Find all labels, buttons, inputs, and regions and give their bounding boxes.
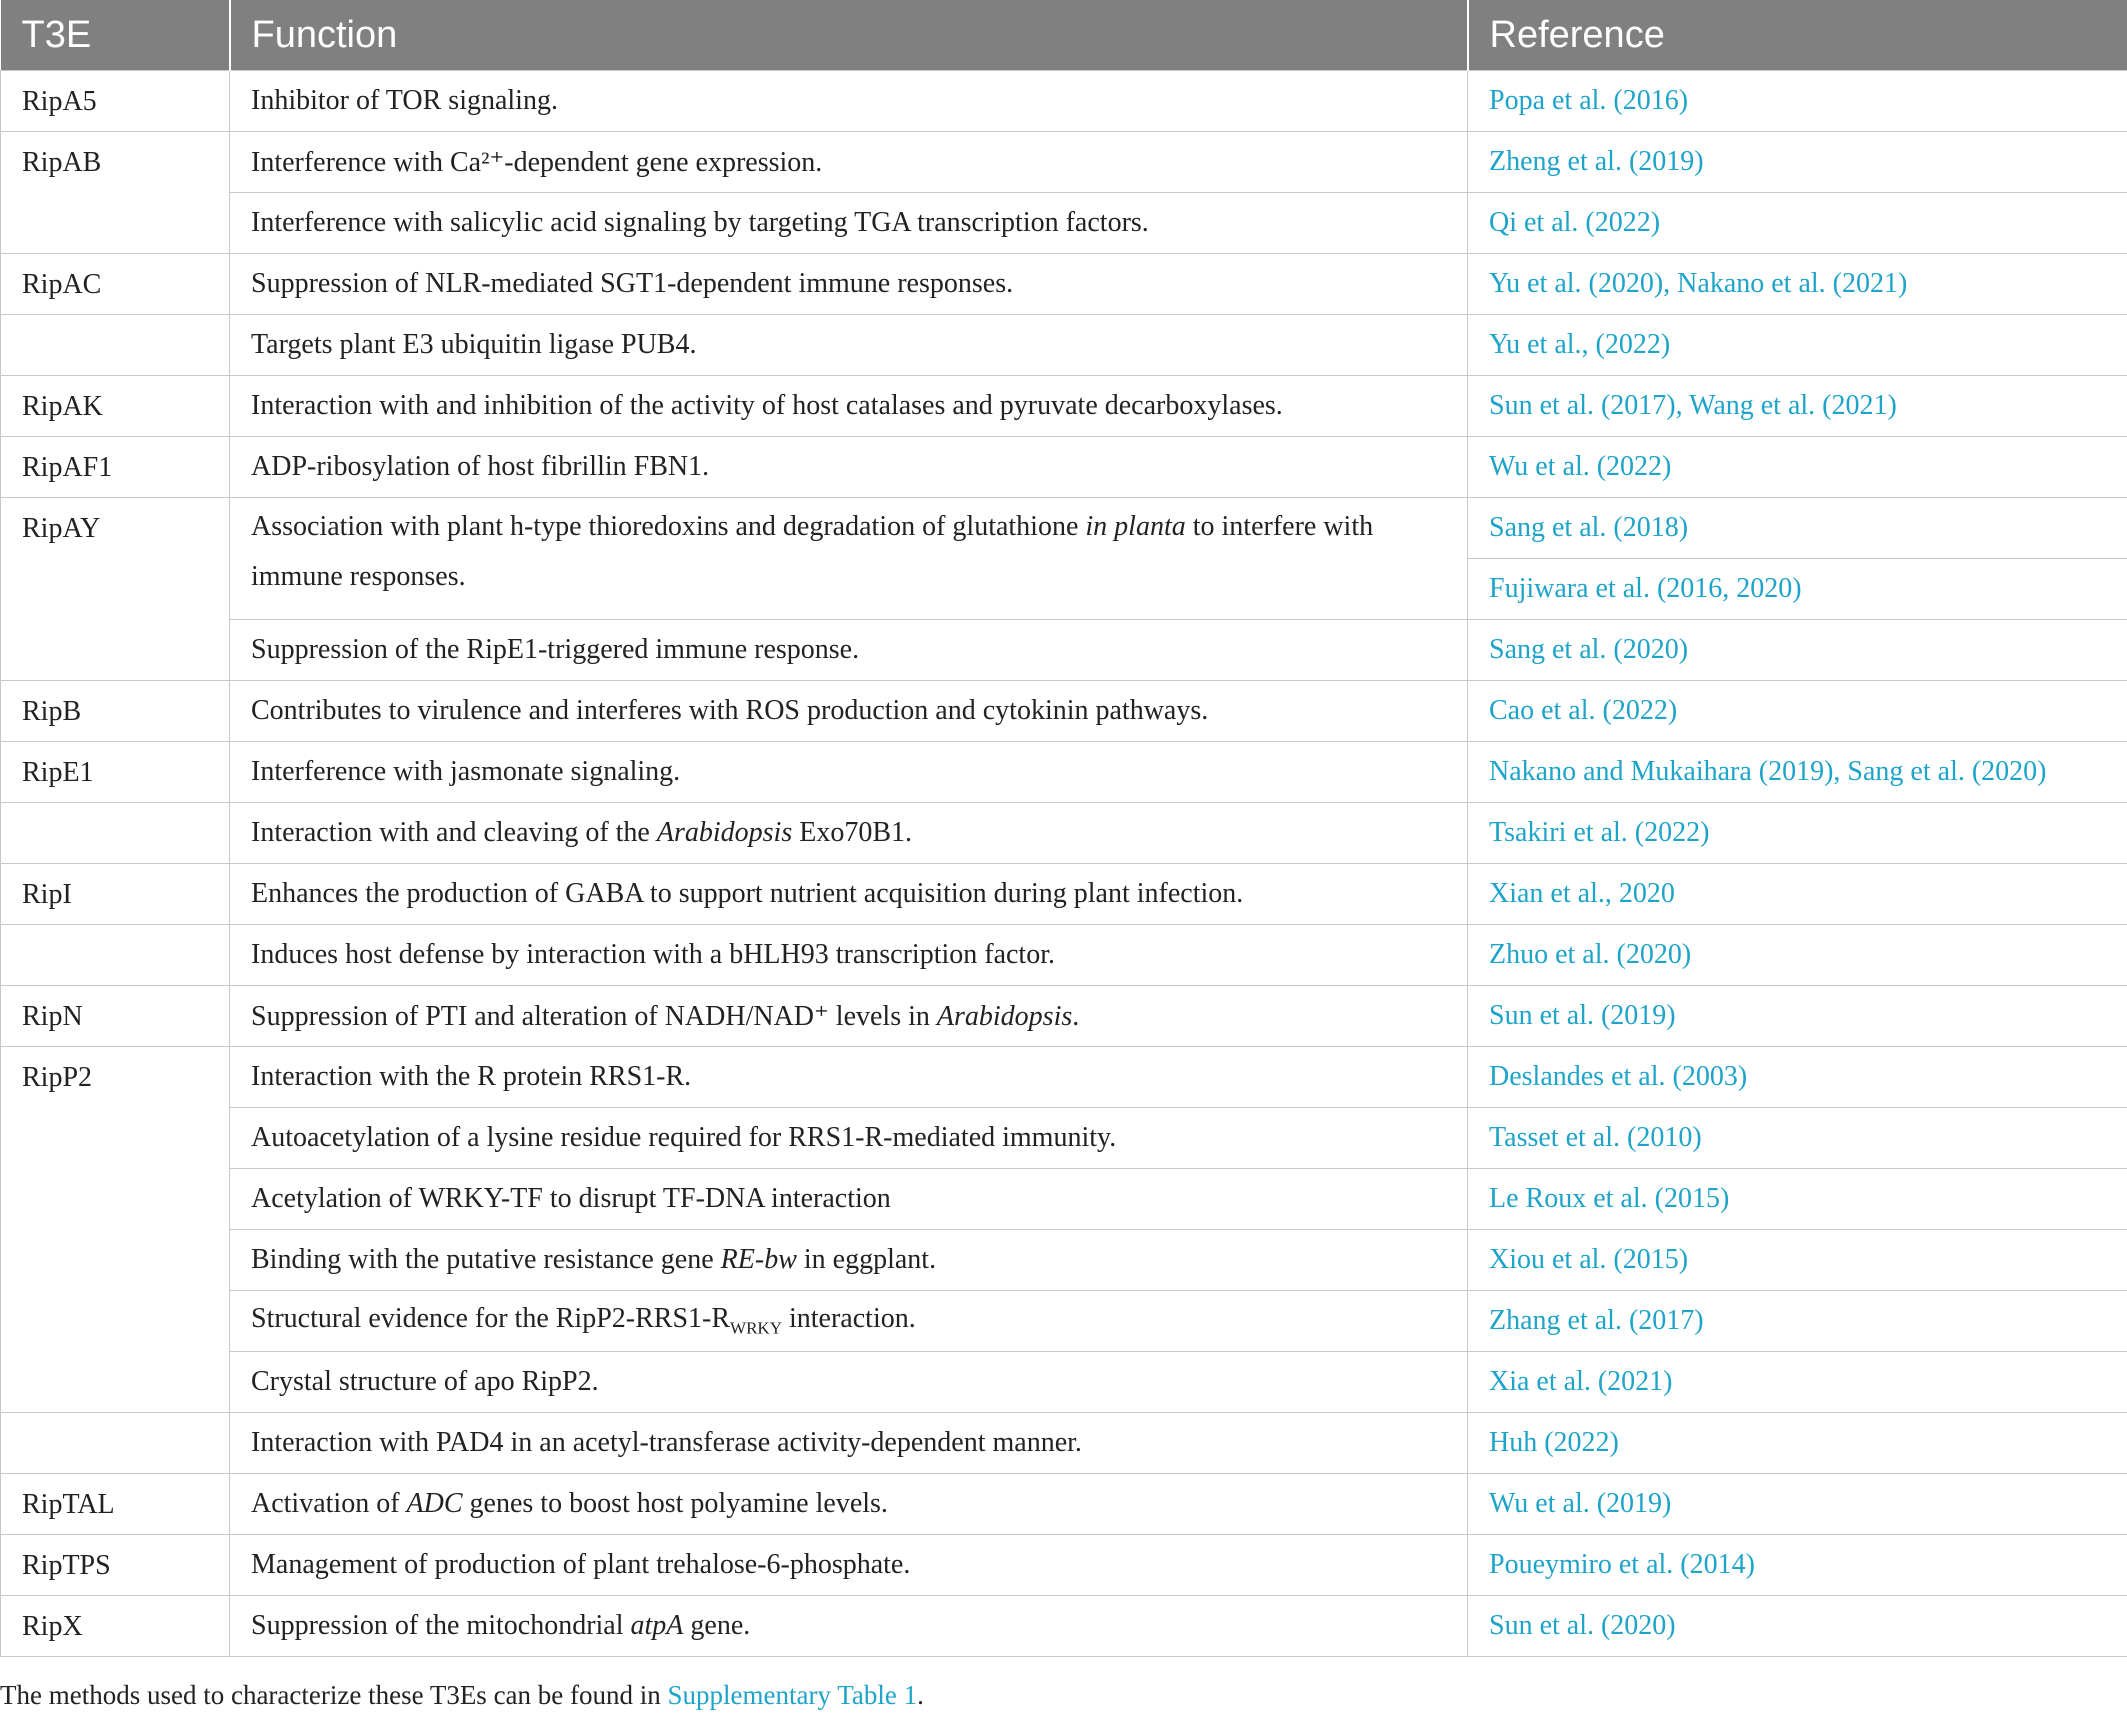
function-italic: Arabidopsis (936, 1001, 1073, 1032)
reference-link[interactable]: Le Roux et al. (2015) (1468, 1169, 2127, 1230)
function-cell: Interaction with PAD4 in an acetyl-transferase activity-dependent manner. (230, 1413, 1468, 1474)
reference-link[interactable]: Yu et al., (2022) (1468, 315, 2127, 376)
table-row (1, 925, 2127, 986)
table-row (1, 1230, 2127, 1291)
t3e-cell: RipE1 (1, 742, 230, 803)
table-row (1, 71, 2127, 132)
t3e-cell: RipAC (1, 254, 230, 315)
table-row (1, 1596, 2127, 1657)
footnote-end: . (917, 1680, 924, 1710)
function-cell: Suppression of NLR-mediated SGT1-dependent immune responses. (230, 254, 1468, 315)
function-text: Exo70B1. (792, 817, 912, 848)
function-cell: Enhances the production of GABA to support nutrient acquisition during plant infection. (230, 864, 1468, 925)
function-cell (230, 1474, 1468, 1535)
table-row (1, 803, 2127, 864)
function-cell (230, 1291, 1468, 1352)
header-reference: Reference (1468, 0, 2127, 71)
t3e-cell (1, 925, 230, 986)
table-row (1, 1291, 2127, 1352)
function-cell: Interference with jasmonate signaling. (230, 742, 1468, 803)
function-cell: Crystal structure of apo RipP2. (230, 1352, 1468, 1413)
table-row (1, 1108, 2127, 1169)
table-row (1, 864, 2127, 925)
table-row (1, 1474, 2127, 1535)
reference-link[interactable]: Wu et al. (2022) (1468, 437, 2127, 498)
table-row (1, 132, 2127, 193)
function-cell (230, 986, 1468, 1047)
reference-link[interactable]: Nakano and Mukaihara (2019), Sang et al. (2020) (1468, 742, 2127, 803)
t3e-cell: RipB (1, 681, 230, 742)
function-cell: Interaction with and inhibition of the activity of host catalases and pyruvate decarboxylases. (230, 376, 1468, 437)
function-cell: ADP-ribosylation of host fibrillin FBN1. (230, 437, 1468, 498)
function-cell (230, 498, 1468, 620)
reference-link[interactable]: Xia et al. (2021) (1468, 1352, 2127, 1413)
function-text: genes to boost host polyamine levels. (462, 1488, 888, 1519)
function-cell: Management of production of plant trehalose-6-phosphate. (230, 1535, 1468, 1596)
reference-link[interactable]: Cao et al. (2022) (1468, 681, 2127, 742)
t3e-cell: RipTAL (1, 1474, 230, 1535)
function-text: interaction. (782, 1303, 916, 1335)
t3e-cell: RipAY (1, 498, 230, 681)
t3e-cell: RipP2 (1, 1047, 230, 1413)
table-row (1, 681, 2127, 742)
function-text: Suppression of PTI and alteration of NADH/NAD⁺ levels in (251, 1001, 937, 1032)
reference-link[interactable]: Xiou et al. (2015) (1468, 1230, 2127, 1291)
t3e-cell (1, 315, 230, 376)
function-cell: Induces host defense by interaction with a bHLH93 transcription factor. (230, 925, 1468, 986)
function-italic: atpA (630, 1610, 684, 1641)
reference-link[interactable]: Yu et al. (2020), Nakano et al. (2021) (1468, 254, 2127, 315)
table-row (1, 254, 2127, 315)
header-function: Function (230, 0, 1468, 71)
reference-link[interactable]: Sang et al. (2020) (1468, 620, 2127, 681)
table-row (1, 193, 2127, 254)
reference-link[interactable]: Sun et al. (2020) (1468, 1596, 2127, 1657)
table-row (1, 986, 2127, 1047)
reference-link[interactable]: Zheng et al. (2019) (1468, 132, 2127, 193)
function-cell: Interference with Ca²⁺-dependent gene expression. (230, 132, 1468, 193)
footnote-text: The methods used to characterize these T3Es can be found in (0, 1680, 668, 1710)
reference-link[interactable]: Sun et al. (2019) (1468, 986, 2127, 1047)
table-row (1, 620, 2127, 681)
function-cell: Suppression of the RipE1-triggered immune response. (230, 620, 1468, 681)
supplementary-table-link[interactable]: Supplementary Table 1 (667, 1680, 918, 1710)
table-row (1, 1535, 2127, 1596)
reference-link[interactable]: Zhuo et al. (2020) (1468, 925, 2127, 986)
t3e-cell: RipI (1, 864, 230, 925)
function-text: gene. (683, 1610, 751, 1641)
function-cell: Autoacetylation of a lysine residue required for RRS1-R-mediated immunity. (230, 1108, 1468, 1169)
function-text: Interaction with and cleaving of the (251, 817, 657, 848)
table-row (1, 1352, 2127, 1413)
table-row (1, 742, 2127, 803)
reference-link[interactable]: Popa et al. (2016) (1468, 71, 2127, 132)
function-italic: in planta (1085, 511, 1186, 542)
reference-link[interactable]: Sun et al. (2017), Wang et al. (2021) (1468, 376, 2127, 437)
reference-link[interactable]: Tasset et al. (2010) (1468, 1108, 2127, 1169)
reference-link[interactable]: Qi et al. (2022) (1468, 193, 2127, 254)
t3e-cell: RipAF1 (1, 437, 230, 498)
function-italic: Arabidopsis (656, 817, 793, 848)
t3e-cell: RipA5 (1, 71, 230, 132)
reference-link[interactable]: Deslandes et al. (2003) (1468, 1047, 2127, 1108)
reference-link[interactable]: Wu et al. (2019) (1468, 1474, 2127, 1535)
t3e-cell (1, 1413, 230, 1474)
function-text: Suppression of the mitochondrial (251, 1610, 631, 1641)
table-row (1, 498, 2127, 559)
function-cell (230, 803, 1468, 864)
t3e-cell: RipX (1, 1596, 230, 1657)
table-row (1, 1169, 2127, 1230)
table-row (1, 376, 2127, 437)
function-text: to interfere with immune responses. (251, 511, 1374, 592)
function-cell: Acetylation of WRKY-TF to disrupt TF-DNA interaction (230, 1169, 1468, 1230)
function-text: in eggplant. (796, 1244, 937, 1275)
t3e-cell: RipAB (1, 132, 230, 254)
table-header-row (1, 0, 2127, 71)
t3e-cell (1, 803, 230, 864)
reference-link[interactable]: Sang et al. (2018) (1468, 498, 2127, 559)
function-text: Association with plant h-type thioredoxins and degradation of glutathione (251, 511, 1086, 542)
table-footnote (0, 1680, 924, 1711)
reference-link[interactable]: Poueymiro et al. (2014) (1468, 1535, 2127, 1596)
function-italic: RE-bw (720, 1244, 797, 1275)
function-text: Structural evidence for the RipP2-RRS1-R (251, 1303, 731, 1335)
t3e-cell: RipN (1, 986, 230, 1047)
table-row (1, 1047, 2127, 1108)
function-cell: Interaction with the R protein RRS1-R. (230, 1047, 1468, 1108)
function-italic: ADC (406, 1488, 463, 1519)
function-text: . (1072, 1001, 1080, 1032)
table-row (1, 315, 2127, 376)
reference-link[interactable]: Tsakiri et al. (2022) (1468, 803, 2127, 864)
reference-link[interactable]: Huh (2022) (1468, 1413, 2127, 1474)
function-cell: Targets plant E3 ubiquitin ligase PUB4. (230, 315, 1468, 376)
reference-link[interactable]: Xian et al., 2020 (1468, 864, 2127, 925)
header-t3e: T3E (1, 0, 230, 71)
table-row (1, 1413, 2127, 1474)
function-cell: Inhibitor of TOR signaling. (230, 71, 1468, 132)
t3e-cell: RipTPS (1, 1535, 230, 1596)
function-cell (230, 1230, 1468, 1291)
reference-link[interactable]: Fujiwara et al. (2016, 2020) (1468, 559, 2127, 620)
reference-link[interactable]: Zhang et al. (2017) (1468, 1291, 2127, 1352)
function-cell (230, 1596, 1468, 1657)
function-subscript: WRKY (730, 1318, 782, 1338)
function-cell: Interference with salicylic acid signaling by targeting TGA transcription factors. (230, 193, 1468, 254)
function-cell: Contributes to virulence and interferes with ROS production and cytokinin pathways. (230, 681, 1468, 742)
table-row (1, 437, 2127, 498)
t3e-cell: RipAK (1, 376, 230, 437)
function-text: Activation of (251, 1488, 407, 1519)
function-text: Binding with the putative resistance gene (251, 1244, 721, 1275)
